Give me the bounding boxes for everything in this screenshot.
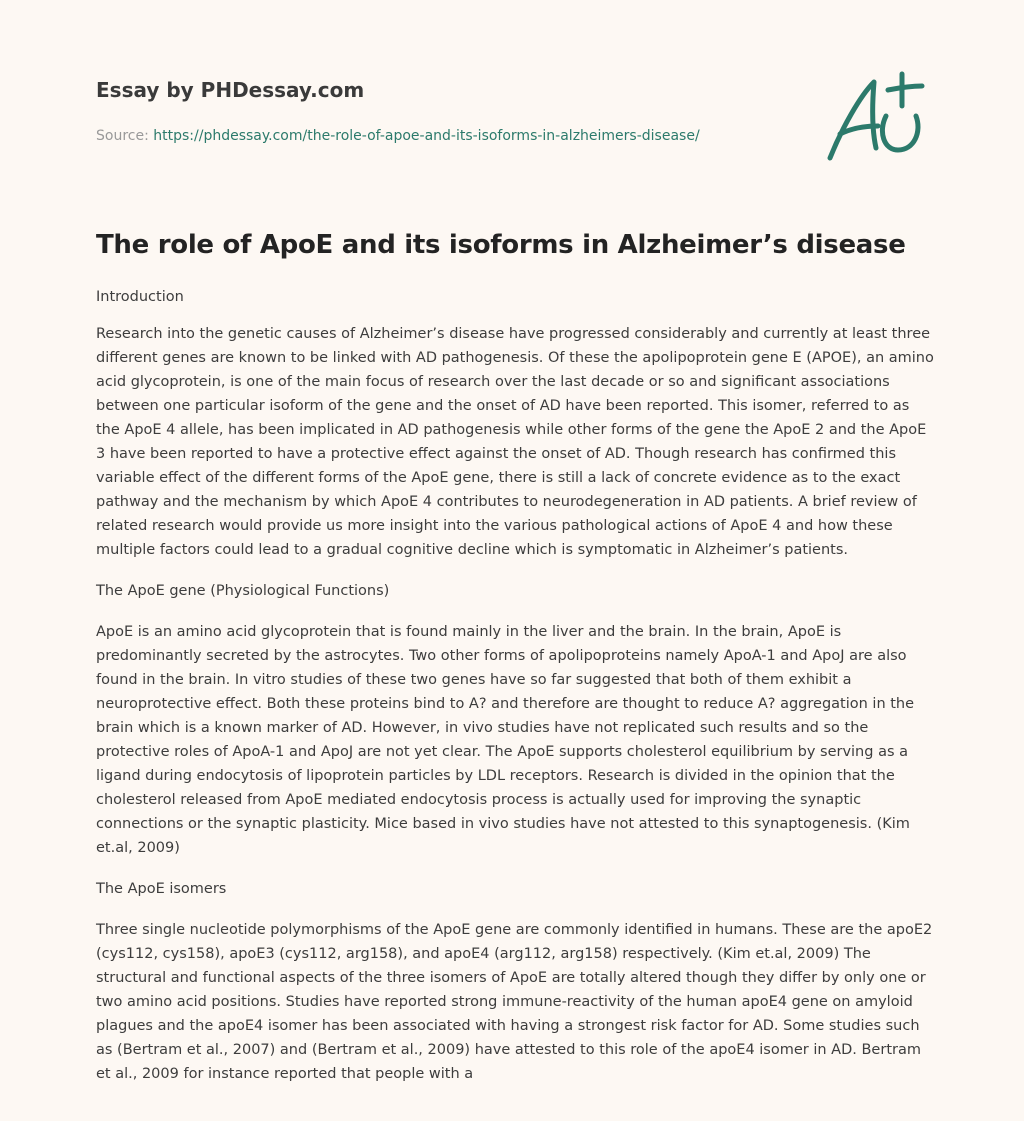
section-heading-introduction: Introduction (96, 289, 184, 305)
site-brand: Essay by PHDessay.com (96, 78, 365, 102)
paragraph-apoe-isomers: Three single nucleotide polymorphisms of the ApoE gene are commonly identified in humans. These are the apoE2 (cys112, cys158), apoE3 (cys112, arg158), and apoE4 (arg112, arg158) respectively. (Kim et.al, 2009) The structural and functional aspects of the three isomers of ApoE are totally altered though they differ by only one or two amino acid positions. Studies have reported strong immune-reactivity of the human apoE4 gene on amyloid plagues and the apoE4 isomer has been associated with having a strongest risk factor for AD. Some studies such as (Bertram et al., 2007) and (Bertram et al., 2009) have attested to this role of the apoE4 isomer in AD. Bertram et al., 2009 for instance reported that people with a (96, 922, 933, 1082)
section-heading-apoe-isomers: The ApoE isomers (96, 881, 227, 897)
source-link[interactable]: https://phdessay.com/the-role-of-apoe-and-its-isoforms-in-alzheimers-disease/ (153, 128, 700, 144)
article-title: The role of ApoE and its isoforms in Alzheimer’s disease (96, 230, 906, 260)
section-heading-apoe-gene: The ApoE gene (Physiological Functions) (96, 583, 390, 599)
source-line (96, 126, 796, 146)
a-plus-logo-icon (822, 66, 932, 166)
source-label: Source: (96, 128, 154, 144)
page-header (96, 76, 796, 146)
paragraph-apoe-gene: ApoE is an amino acid glycoprotein that is found mainly in the liver and the brain. In the brain, ApoE is predominantly secreted by the astrocytes. Two other forms of apolipoproteins namely ApoA-1 and ApoJ are also found in the brain. In vitro studies of these two genes have so far suggested that both of them exhibit a neuroprotective effect. Both these proteins bind to A? and therefore are thought to reduce A? aggregation in the brain which is a known marker of AD. However, in vivo studies have not replicated such results and so the protective roles of ApoA-1 and ApoJ are not yet clear. The ApoE supports cholesterol equilibrium by serving as a ligand during endocytosis of lipoprotein particles by LDL receptors. Research is divided in the opinion that the cholesterol released from ApoE mediated endocytosis process is actually used for improving the synaptic connections or the synaptic plasticity. Mice based in vivo studies have not attested to this synaptogenesis. (Kim et.al, 2009) (96, 624, 915, 856)
paragraph-introduction: Research into the genetic causes of Alzheimer’s disease have progressed considerably and currently at least three different genes are known to be linked with AD pathogenesis. Of these the apolipoprotein gene E (APOE), an amino acid glycoprotein, is one of the main focus of research over the last decade or so and significant associations between one particular isoform of the gene and the onset of AD have been reported. This isomer, referred to as the ApoE 4 allele, has been implicated in AD pathogenesis while other forms of the gene the ApoE 2 and the ApoE 3 have been reported to have a protective effect against the onset of AD. Though research has confirmed this variable effect of the different forms of the ApoE gene, there is still a lack of concrete evidence as to the exact pathway and the mechanism by which ApoE 4 contributes to neurodegeneration in AD patients. A brief review of related research would provide us more insight into the various pathological actions of ApoE 4 and how these multiple factors could lead to a gradual cognitive decline which is symptomatic in Alzheimer’s patients. (96, 326, 934, 558)
article-content (96, 224, 936, 1100)
